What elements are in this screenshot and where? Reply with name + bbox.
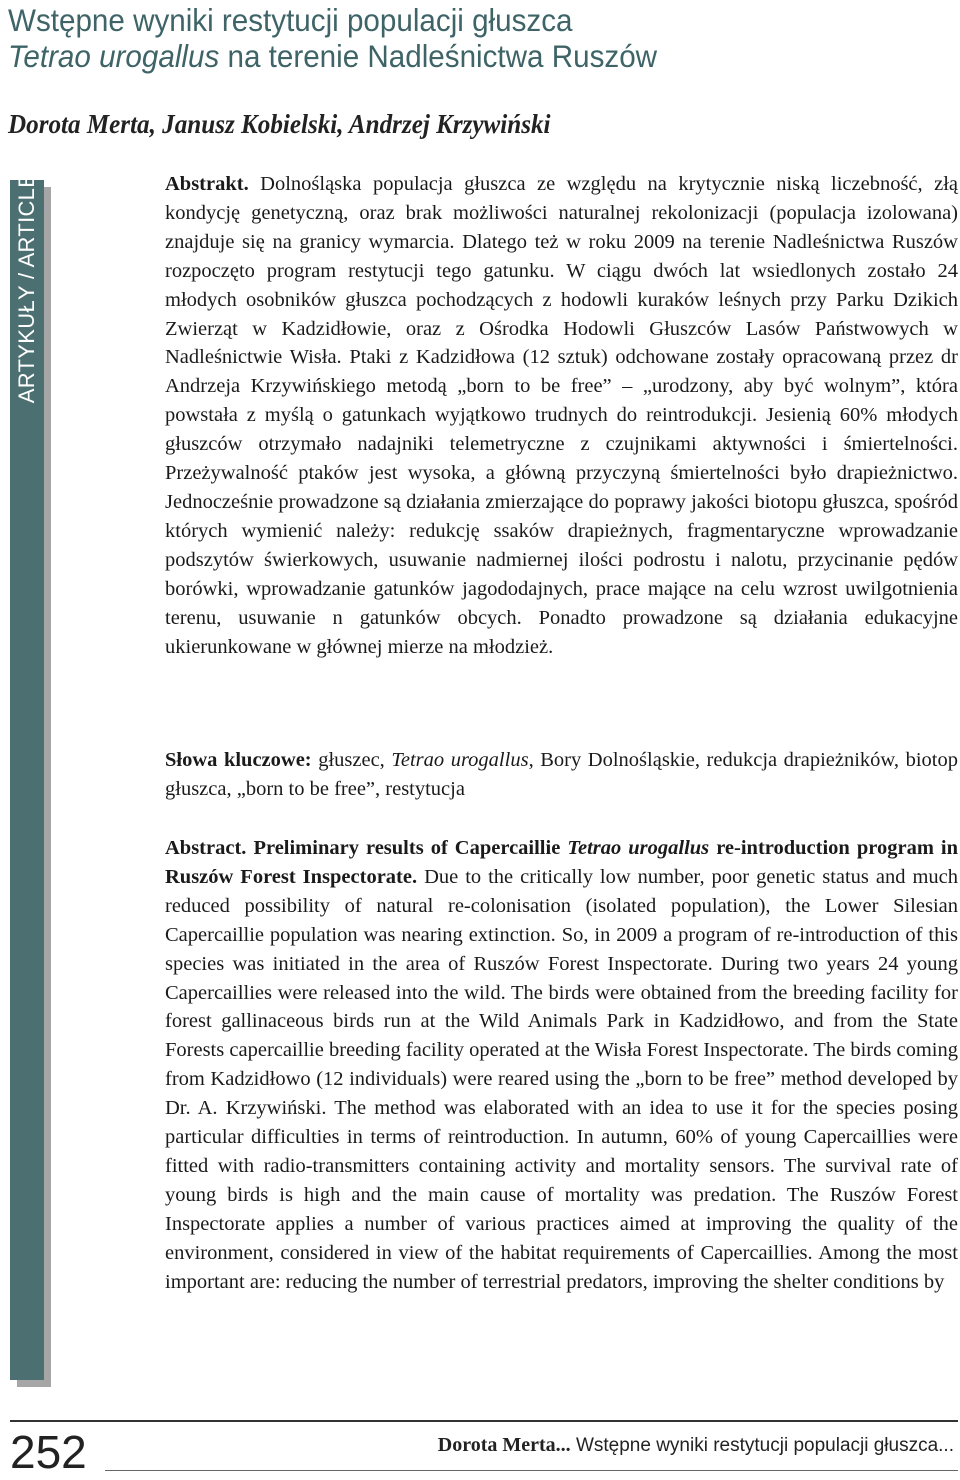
abstract-en-label: Abstract. — [165, 837, 247, 859]
article-title — [8, 2, 896, 74]
abstract-en-title-before: Preliminary results of Capercaillie — [246, 837, 568, 859]
section-sidebar — [10, 172, 50, 1388]
abstract-pl-label: Abstrakt. — [165, 173, 249, 195]
abstract-en-title-after: re-introduction program in Ruszów Forest Inspectorate. — [165, 837, 959, 888]
page-number: 252 — [10, 1426, 87, 1478]
title-line-2: na terenie Nadleśnictwa Ruszów — [219, 38, 658, 74]
authors: Dorota Merta, Janusz Kobielski, Andrzej Krzywiński — [8, 109, 551, 139]
running-header — [438, 1434, 954, 1457]
running-title: Wstępne wyniki restytucji populacji głuszca... — [570, 1435, 954, 1456]
keywords-before: głuszec, — [311, 749, 392, 771]
abstract-pl-text: Dolnośląska populacja głuszca ze względu na krytycznie niską liczebność, złą kondycję genetyczną, oraz brak możliwości naturalnej rekolonizacji (populacja izolowana) znajduje się na granicy wymarcia. Dlatego też w roku 2009 na terenie Nadleśnictwa Ruszów rozpoczęto program restytucji tego gatunku. W ciągu dwóch lat wsiedlonych zostało 24 młodych osobników głuszca pochodzących z hodowli kuraków leśnych przy Parku Dzikich Zwierząt w Kadzidłowie, oraz z Ośrodka Hodowli Głuszców Lasów Państwowych w Nadleśnictwie Wisła. Ptaki z Kadzidłowa (12 sztuk) odchowane zostały opracowaną przez dr Andrzeja Krzywińskiego metodą „born to be free” – „urodzony, aby być wolnym”, która powstała z myślą o gatunkach wyjątkowo trudnych do reintrodukcji. Jesienią 60% młodych głuszców otrzymało nadajniki telemetryczne z czujnikami aktywności i śmiertelności. Przeżywalność ptaków jest wysoka, a główną przyczyną śmiertelności było drapieżnictwo. Jednocześnie prowadzone są działania zmierzające do poprawy jakości biotopu głuszca, spośród których wymienić należy: redukcję ssaków drapieżnych, fragmentaryczne wprowadzanie podszytów świerkowych, usuwanie nadmiernej ilości podrostu i nalotu, przycinanie pędów borówki, wprowadzanie gatunków jagododajnych, prace mające na celu wzrost uwilgotnienia terenu, usuwanie n gatunków obcych. Ponadto prowadzone są działania edukacyjne ukierunkowane w głównej mierze na młodzież. — [165, 173, 958, 658]
keywords-after: , Bory Dolnośląskie, redukcja drapieżników, biotop głuszca, „born to be free”, restytucja — [165, 749, 958, 800]
keywords — [165, 746, 958, 804]
keywords-label: Słowa kluczowe: — [165, 749, 312, 771]
footer-rule — [10, 1420, 958, 1422]
sidebar-bar — [10, 172, 44, 1380]
abstract-en-text: Due to the critically low number, poor genetic status and much reduced possibility of natural re-colonisation (isolated population), the Lower Silesian Capercaillie population was nearing extinction. So, in 2009 a program of re-introduction of this species was initiated in the area of Ruszów Forest Inspectorate. During two years 24 young Capercaillies were released into the wild. The birds were obtained from the breeding facility for forest gallinaceous birds run at the Wild Animals Park in Kadzidłowo, and from the State Forests capercaillie breeding facility operated at the Wisła Forest Inspectorate. The birds coming from Kadzidłowo (12 individuals) were reared using the „born to be free” method developed by Dr. A. Krzywiński. The method was elaborated with an idea to use it for the species posing particular difficulties in terms of reintroduction. In autumn, 60% of young Capercaillies were fitted with radio-transmitters containing activity and mortality sensors. The survival rate of young birds is high and the main cause of mortality was predation. The Ruszów Forest Inspectorate applies a number of various practices aimed at improving the quality of the environment, considered in view of the habitat requirements of Capercaillies. Among the most important are: reducing the number of terrestrial predators, improving the shelter conditions by — [165, 865, 958, 1293]
running-author: Dorota Merta... — [437, 1434, 571, 1456]
footer-underline — [105, 1470, 958, 1471]
abstract-en-species: Tetrao urogallus — [567, 837, 710, 859]
section-label: ARTYKUŁY / ARTICLE — [14, 172, 39, 404]
title-line-1: Wstępne wyniki restytucji populacji głuszca — [8, 2, 573, 38]
abstract-polish — [165, 170, 958, 661]
keywords-species: Tetrao urogallus — [391, 749, 529, 771]
title-species: Tetrao urogallus — [8, 38, 220, 74]
abstract-english — [165, 834, 958, 1297]
